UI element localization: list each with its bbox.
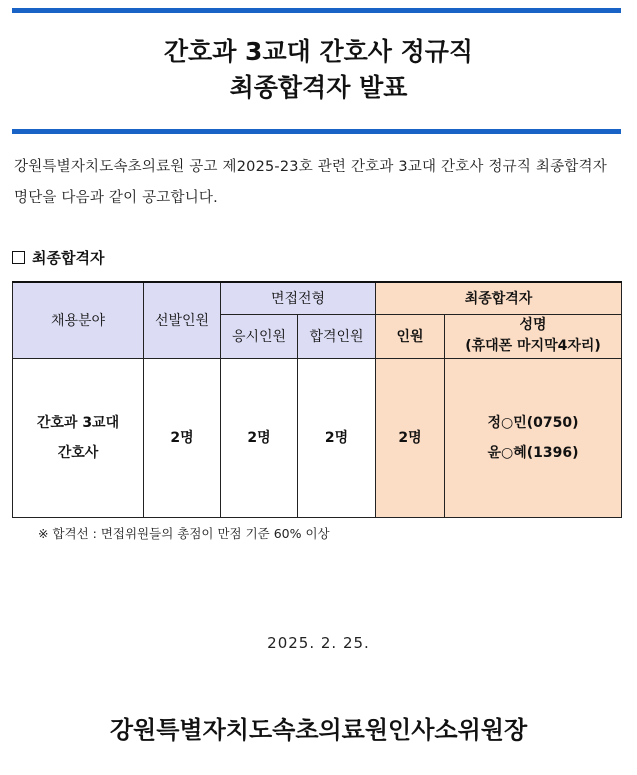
header-interview: 면접전형 [221, 282, 376, 314]
table-row [13, 358, 622, 517]
top-rule [12, 8, 621, 13]
header-final: 최종합격자 [376, 282, 622, 314]
page-title-line1: 간호과 3교대 간호사 정규직 [163, 37, 474, 66]
header-name-label: 성명 [519, 317, 547, 333]
cell-quota: 2명 [144, 358, 221, 517]
signer: 강원특별자치도속초의료원인사소위원장 [109, 716, 528, 744]
page-title-line2: 최종합격자 발표 [229, 73, 408, 102]
announcement-date: 2025. 2. 25. [267, 634, 370, 652]
footnote: ※ 합격선 : 면접위원들의 총점이 만점 기준 60% 이상 [38, 526, 330, 541]
header-field: 채용분야 [13, 282, 144, 358]
cell-field [13, 358, 144, 517]
title-divider [12, 129, 621, 134]
result-table [12, 281, 622, 518]
intro-paragraph: 강원특별자치도속초의료원 공고 제2025-23호 관련 간호과 3교대 간호사 정규직 최종합격자 명단을 다음과 같이 공고합니다. [14, 159, 607, 206]
cell-field-line2: 간호사 [57, 444, 99, 461]
cell-final-count: 2명 [376, 358, 445, 517]
header-passed: 합격인원 [298, 314, 376, 358]
section-title: 최종합격자 [32, 249, 105, 267]
cell-name-2: 윤○혜(1396) [487, 444, 579, 461]
cell-passed: 2명 [298, 358, 376, 517]
cell-applicants: 2명 [221, 358, 298, 517]
cell-name-1: 정○민(0750) [487, 414, 579, 431]
cell-field-line1: 간호과 3교대 [36, 414, 120, 431]
cell-names [445, 358, 622, 517]
checkbox-icon [12, 251, 25, 264]
header-final-count: 인원 [376, 314, 445, 358]
header-applicants: 응시인원 [221, 314, 298, 358]
section-heading [12, 247, 104, 268]
header-name-note: (휴대폰 마지막4자리) [465, 338, 601, 354]
header-quota: 선발인원 [144, 282, 221, 358]
header-name [445, 314, 622, 358]
